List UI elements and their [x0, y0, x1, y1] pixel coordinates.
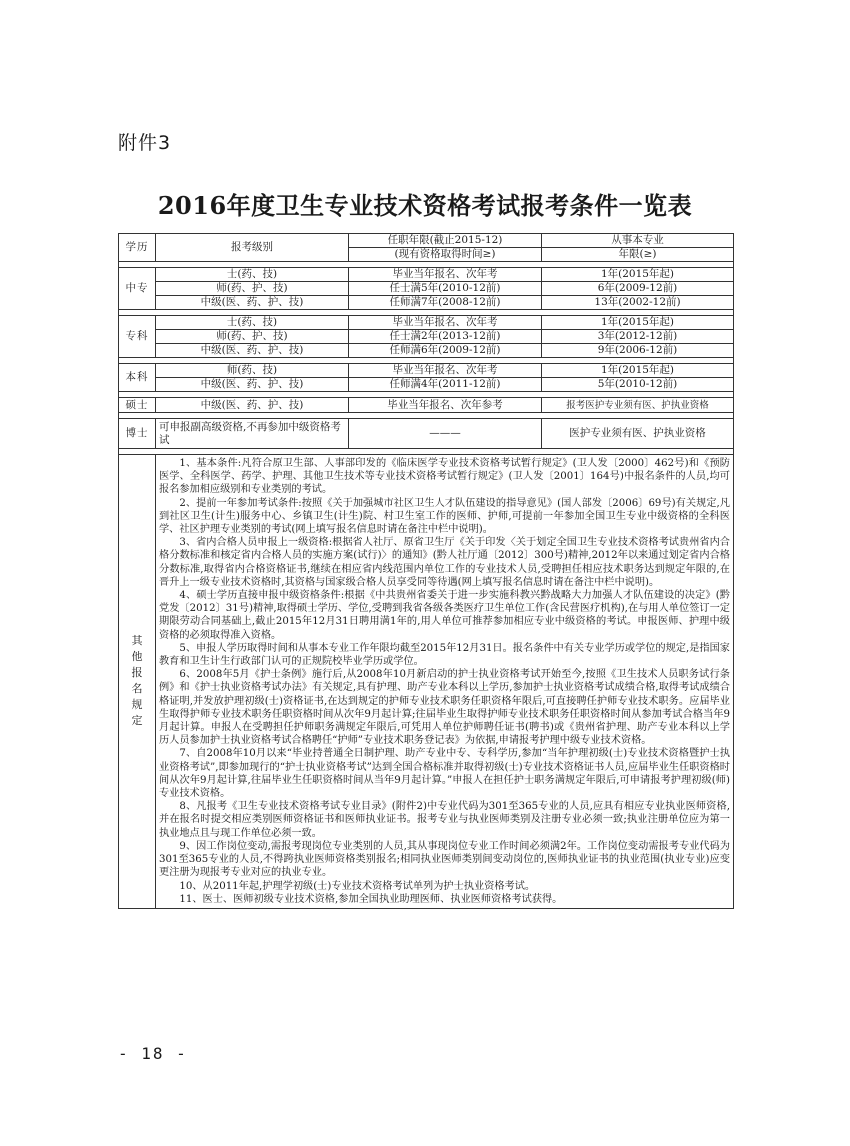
table-cell-major: 医护专业须有医、护执业资格 [542, 419, 734, 449]
table-cell-level: 师(药、技) [156, 364, 349, 378]
other-rules-notes [156, 455, 734, 909]
table-cell-level: 士(药、技) [156, 268, 349, 282]
requirements-table [118, 233, 734, 909]
rule-paragraph: 10、从2011年起,护理学初级(士)专业技术资格考试单列为护士执业资格考试。 [179, 880, 536, 892]
rule-paragraph: 7、自2008年10月以来“毕业持普通全日制护理、助产专业中专、专科学历,参加“当年护理初级(士)专业技术资格暨护士执业资格考试”,即参加现行的“护士执业资格考试”达到全国合格标准并取得初级(士)专业技术资格证书人员,应届毕业生任职资格时间从次年9月起计算,往届毕业生任职资格时间从当年9月起计算。”申报人在担任护士职务满规定年限后,可申请报考护理初级(师)专业技术资格。 [159, 748, 730, 800]
rule-paragraph: 9、因工作岗位变动,需报考现岗位专业类别的人员,其从事现岗位专业工作时间必须满2年。工作岗位变动需报考专业代码为301至365专业的人员,不得跨执业医师资格类别报名;相同执业医师类别间变动岗位的,医师执业证书的执业范围(执业专业)应变更注册为现报考专业对应的执业专业。 [159, 840, 730, 879]
attachment-label: 附件3 [118, 132, 172, 154]
rule-paragraph: 8、凡报考《卫生专业技术资格考试专业目录》(附件2)中专业代码为301至365专业的人员,应具有相应专业执业医师资格,并在报名时提交相应类别医师资格证书和医师执业证书。报考专业与执业医师类别及注册专业必须一致;执业注册单位应为第一执业地点且与现工作单位必须一致。 [159, 801, 730, 839]
table-cell-years: 任士满5年(2010-12前) [349, 282, 542, 296]
table-cell-years: 毕业当年报名、次年参考 [349, 398, 542, 413]
table-cell-level: 中级(医、药、护、技) [156, 378, 349, 392]
header-major-line1: 从事本专业 [542, 234, 734, 248]
edu-zhuanke: 专科 [119, 316, 156, 358]
header-years-line1: 任职年限(截止2015-12) [349, 234, 542, 248]
table-cell-major: 1年(2015年起) [542, 364, 734, 378]
table-cell-years: ——— [349, 419, 542, 449]
table-cell-major: 3年(2012-12前) [542, 330, 734, 344]
rule-paragraph: 1、基本条件:凡符合原卫生部、人事部印发的《临床医学专业技术资格考试暂行规定》(卫人发〔2000〕462号)和《预防医学、全科医学、药学、护理、其他卫生技术等专业技术资格考试暂行规定》(卫人发〔2001〕164号)中报名条件的人员,均可报名参加相应级别和专业类别的考试。 [159, 458, 730, 496]
vertical-char: 定 [131, 714, 143, 728]
table-cell-level: 中级(医、药、护、技) [156, 296, 349, 310]
table-cell-level: 中级(医、药、护、技) [156, 344, 349, 358]
table-cell-major: 报考医护专业须有医、护执业资格 [542, 398, 734, 413]
header-major-line2: 年限(≥) [542, 248, 734, 262]
edu-benke: 本科 [119, 364, 156, 392]
table-cell-years: 任师满6年(2009-12前) [349, 344, 542, 358]
rule-paragraph: 4、硕士学历直接申报中级资格条件:根据《中共贵州省委关于进一步实施科教兴黔战略大力加强人才队伍建设的决定》(黔党发〔2012〕31号)精神,取得硕士学历、学位,受聘到我省各级各类医疗卫生单位工作(含民营医疗机构),在与用人单位签订一定期限劳动合同基础上,截止2015年12月31日聘用满1年的,用人单位可推荐参加相应专业中级资格的考试。申报医师、护理中级资格的必须取得准入资格。 [159, 590, 730, 641]
table-cell-major: 13年(2002-12前) [542, 296, 734, 310]
table-cell-level: 师(药、护、技) [156, 330, 349, 344]
rule-paragraph: 2、提前一年参加考试条件:按照《关于加强城市社区卫生人才队伍建设的指导意见》(国人部发〔2006〕69号)有关规定,凡到社区卫生(计生)服务中心、乡镇卫生(计生)院、村卫生室工作的医师、护师,可提前一年参加全国卫生专业中级资格的全科医学、社区护理专业类别的考试(网上填写报名信息时请在备注中栏中说明)。 [159, 497, 730, 536]
table-cell-level: 中级(医、药、护、技) [156, 398, 349, 413]
table-cell-major: 6年(2009-12前) [542, 282, 734, 296]
vertical-char: 报 [131, 666, 143, 680]
table-cell-years: 毕业当年报名、次年考 [349, 364, 542, 378]
rule-paragraph: 3、省内合格人员申报上一级资格:根据省人社厅、原省卫生厅《关于印发〈关于划定全国卫生专业技术资格考试贵州省内合格分数标准和核定省内合格人员的实施方案(试行)〉的通知》(黔人社厅通〔2012〕300号)精神,2012年以来通过划定省内合格分数标准,取得省内合格资格证书,继续在相应省内线范围内单位工作的专业技术人员,受聘担任相应技术职务达到规定年限的,在晋升上一级专业技术资格时,其资格与国家级合格人员享受同等待遇(网上填写报名信息时请在备注中栏中说明)。 [159, 537, 730, 588]
vertical-char: 名 [131, 682, 143, 696]
table-cell-years: 毕业当年报名、次年考 [349, 268, 542, 282]
edu-shuoshi: 硕士 [119, 398, 156, 413]
table-cell-years: 毕业当年报名、次年考 [349, 316, 542, 330]
other-rules-label [119, 455, 156, 909]
table-cell-level: 可申报副高级资格,不再参加中级资格考试 [156, 419, 349, 449]
rule-paragraph: 5、申报人学历取得时间和从事本专业工作年限均截至2015年12月31日。报名条件中有关专业学历或学位的规定,是指国家教育和卫生计生行政部门认可的正规院校毕业学历或学位。 [159, 642, 730, 668]
table-cell-major: 1年(2015年起) [542, 268, 734, 282]
rule-paragraph: 6、2008年5月《护士条例》施行后,从2008年10月新启动的护士执业资格考试开始至今,按照《卫生技术人员职务试行条例》和《护士执业资格考试办法》有关规定,具有护理、助产专业本科以上学历,参加护士执业资格考试成绩合格,取得考试成绩合格证明,并发放护理初级(士)资格证书,在达到规定的护师专业技术职务任职资格年限后,可直接聘任护师专业技术职务。应届毕业生取得护师专业技术职务任职资格时间从次年9月起计算;往届毕业生取得护师专业技术职务任职资格时间从参加考试合格当年9月起计算。申报人在受聘担任护师职务满规定年限后,可凭用人单位护师聘任证书(聘书)或《贵州省护理、助产专业本科以上学历人员参加护士执业资格考试合格聘任“护师”专业技术职务登记表》为依据,申请报考护理中级专业技术资格。 [159, 669, 730, 747]
vertical-char: 其 [131, 634, 143, 648]
edu-zhongzhuan: 中专 [119, 268, 156, 310]
edu-boshi: 博士 [119, 419, 156, 449]
table-cell-years: 任士满2年(2013-12前) [349, 330, 542, 344]
header-level: 报考级别 [156, 234, 349, 262]
table-cell-years: 任师满4年(2011-12前) [349, 378, 542, 392]
document-title: 2016年度卫生专业技术资格考试报考条件一览表 [157, 191, 693, 220]
table-cell-major: 5年(2010-12前) [542, 378, 734, 392]
table-cell-level: 士(药、技) [156, 316, 349, 330]
header-edu: 学历 [119, 234, 156, 262]
table-cell-level: 师(药、护、技) [156, 282, 349, 296]
table-cell-major: 1年(2015年起) [542, 316, 734, 330]
table-cell-years: 任师满7年(2008-12前) [349, 296, 542, 310]
vertical-char: 他 [131, 650, 143, 664]
table-cell-major: 9年(2006-12前) [542, 344, 734, 358]
vertical-char: 规 [131, 698, 143, 712]
header-years-line2: (现有资格取得时间≥) [349, 248, 542, 262]
page-number: - 18 - [118, 1044, 188, 1063]
rule-paragraph: 11、医士、医师初级专业技术资格,参加全国执业助理医师、执业医师资格考试获得。 [179, 893, 563, 905]
